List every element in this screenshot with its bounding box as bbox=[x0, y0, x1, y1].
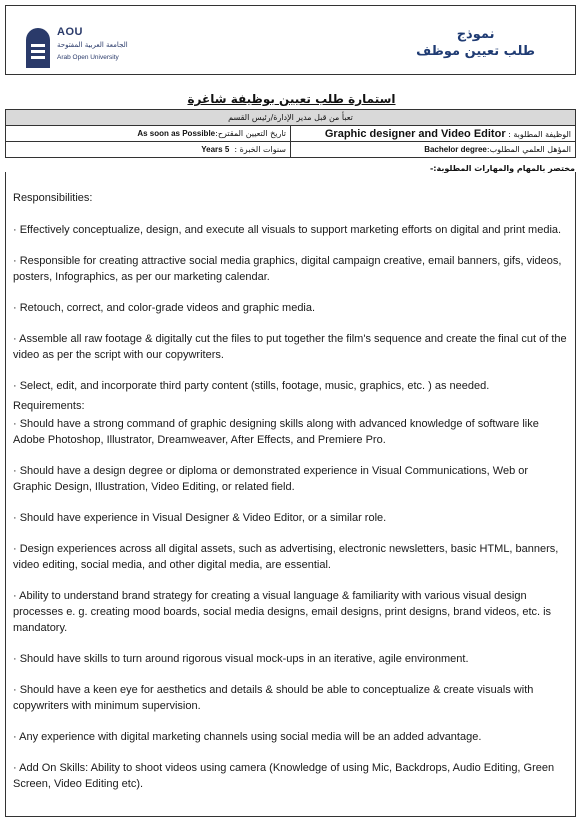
requirement-item: · Should have a keen eye for aesthetics and details & should be able to conceptualize & create visuals with copywriters with minimum supervision. bbox=[13, 684, 534, 712]
summary-label: مختصر بالمهام والمهارات المطلوبة:- bbox=[429, 164, 575, 173]
experience-cell bbox=[6, 142, 291, 158]
university-logo bbox=[24, 24, 139, 74]
requirement-item: · Should have skills to turn around rigorous visual mock-ups in an iterative, agile environment. bbox=[13, 653, 469, 665]
form-title: استمارة طلب تعيين بوظيفة شاغرة bbox=[187, 92, 396, 106]
duties-content-box bbox=[5, 172, 576, 817]
proposed-date-cell bbox=[6, 126, 291, 142]
qualification-value: Bachelor degree bbox=[424, 145, 487, 154]
requirement-item: · Should have a strong command of graphic designing skills along with advanced knowledge of software like Adobe Photoshop, Illustrator, Dreamweaver, After Effects, and Premiere Pro. bbox=[13, 418, 539, 446]
responsibility-item: · Responsible for creating attractive social media graphics, digital campaign creative, email banners, gifs, videos, posters, Infographics, as per our marketing calendar. bbox=[13, 255, 562, 283]
job-info-table bbox=[5, 109, 576, 158]
requirement-item: · Design experiences across all digital assets, such as advertising, electronic newsletters, basic HTML, banners, video editing, social media, and other digital media, are essential. bbox=[13, 543, 559, 571]
logo-abbreviation: AOU bbox=[57, 26, 83, 38]
duties-text bbox=[13, 190, 569, 792]
experience-value: Years 5 bbox=[201, 145, 230, 154]
experience-label: سنوات الخبرة : bbox=[234, 145, 286, 154]
header-title-line1: نموذج bbox=[456, 27, 495, 42]
qualification-cell bbox=[291, 142, 576, 158]
page-header bbox=[5, 5, 576, 75]
requirement-item: · Should have a design degree or diploma or demonstrated experience in Visual Communications, Web or Graphic Design, Illustration, Video Editing, or related field. bbox=[13, 465, 529, 493]
proposed-date-label: تاريخ التعيين المقترح: bbox=[215, 129, 286, 138]
logo-arabic-name: الجامعة العربية المفتوحة bbox=[57, 41, 128, 49]
job-title-value: Graphic designer and Video Editor bbox=[324, 127, 506, 140]
responsibility-item: · Select, edit, and incorporate third party content (stills, footage, music, graphics, etc. ) as needed. bbox=[13, 380, 490, 392]
job-title-label: الوظيفة المطلوبة : bbox=[508, 129, 571, 139]
qualification-label: المؤهل العلمي المطلوب: bbox=[486, 145, 571, 154]
requirements-heading: Requirements: bbox=[13, 400, 85, 412]
requirement-item: · Add On Skills: Ability to shoot videos using camera (Knowledge of using Mic, Backdrops, Audio Editing, Green Screen, Video Editing etc). bbox=[13, 762, 555, 790]
form-header-title bbox=[416, 26, 535, 60]
responsibilities-heading: Responsibilities: bbox=[13, 192, 93, 204]
logo-english-name: Arab Open University bbox=[57, 54, 119, 61]
job-title-cell bbox=[291, 126, 576, 142]
aou-logo-icon bbox=[24, 24, 52, 68]
responsibility-item: · Effectively conceptualize, design, and execute all visuals to support marketing efforts on digital and print media. bbox=[13, 224, 562, 236]
responsibility-item: · Assemble all raw footage & digitally cut the files to put together the film's sequence and create the final cut of the video as per the script with our copywriters. bbox=[13, 333, 567, 361]
requirement-item: · Ability to understand brand strategy for creating a visual language & familiarity with various visual design processes e. g. creating mood boards, social media designs, email designs, print designs, brand videos, etc. is mandatory. bbox=[13, 590, 552, 634]
proposed-date-value: As soon as Possible bbox=[137, 129, 216, 138]
table-banner: تعبأ من قبل مدير الإدارة/رئيس القسم bbox=[6, 110, 576, 126]
header-title-line2: طلب تعيين موظف bbox=[416, 44, 535, 59]
responsibility-item: · Retouch, correct, and color-grade videos and graphic media. bbox=[13, 302, 316, 314]
requirement-item: · Any experience with digital marketing channels using social media will be an added advantage. bbox=[13, 731, 482, 743]
requirement-item: · Should have experience in Visual Designer & Video Editor, or a similar role. bbox=[13, 512, 387, 524]
